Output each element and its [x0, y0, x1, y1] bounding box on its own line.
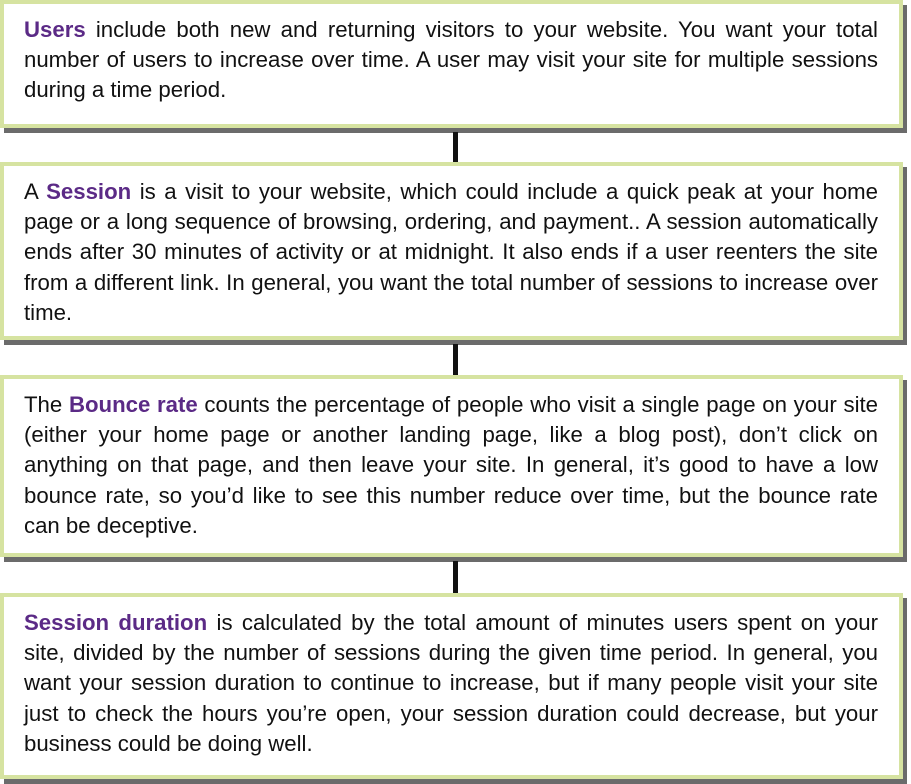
- box-prefix: The: [24, 392, 69, 417]
- definition-text: is calculated by the total amount of minutes users spent on your site, divided by the number of sessions during the given time period. In general, you want your session duration to continue to increase, but if many people visit your site just to check the hours you’re open, your session duration could decrease, but your business could be doing well.: [24, 610, 878, 756]
- connector-line: [453, 561, 458, 594]
- term-session: Session: [46, 179, 132, 204]
- term-session-duration: Session duration: [24, 610, 208, 635]
- definition-text: is a visit to your website, which could include a quick peak at your home page or a long sequence of browsing, ordering, and payment.. A session automatically ends after 30 minutes of activity or at midnight. It also ends if a user reenters the site from a different link. In general, you want the total number of sessions to increase over time.: [24, 179, 878, 325]
- definition-text: include both new and returning visitors to your website. You want your total number of users to increase over time. A user may visit your site for multiple sessions during a time period.: [24, 17, 878, 103]
- connector-line: [453, 132, 458, 163]
- definition-box-session-duration: [0, 593, 903, 779]
- term-users: Users: [24, 17, 86, 42]
- definition-box-session: [0, 162, 903, 340]
- definition-box-users: [0, 0, 903, 128]
- term-bounce-rate: Bounce rate: [68, 392, 198, 417]
- definition-text: counts the percentage of people who visit a single page on your site (either your home page or another landing page, like a blog post), don’t click on anything on that page, and then leave your site. In general, it’s good to have a low bounce rate, so you’d like to see this number reduce over time, but the bounce rate can be deceptive.: [24, 392, 878, 538]
- box-prefix: A: [24, 179, 47, 204]
- connector-line: [453, 344, 458, 376]
- definition-box-bounce-rate: [0, 375, 903, 557]
